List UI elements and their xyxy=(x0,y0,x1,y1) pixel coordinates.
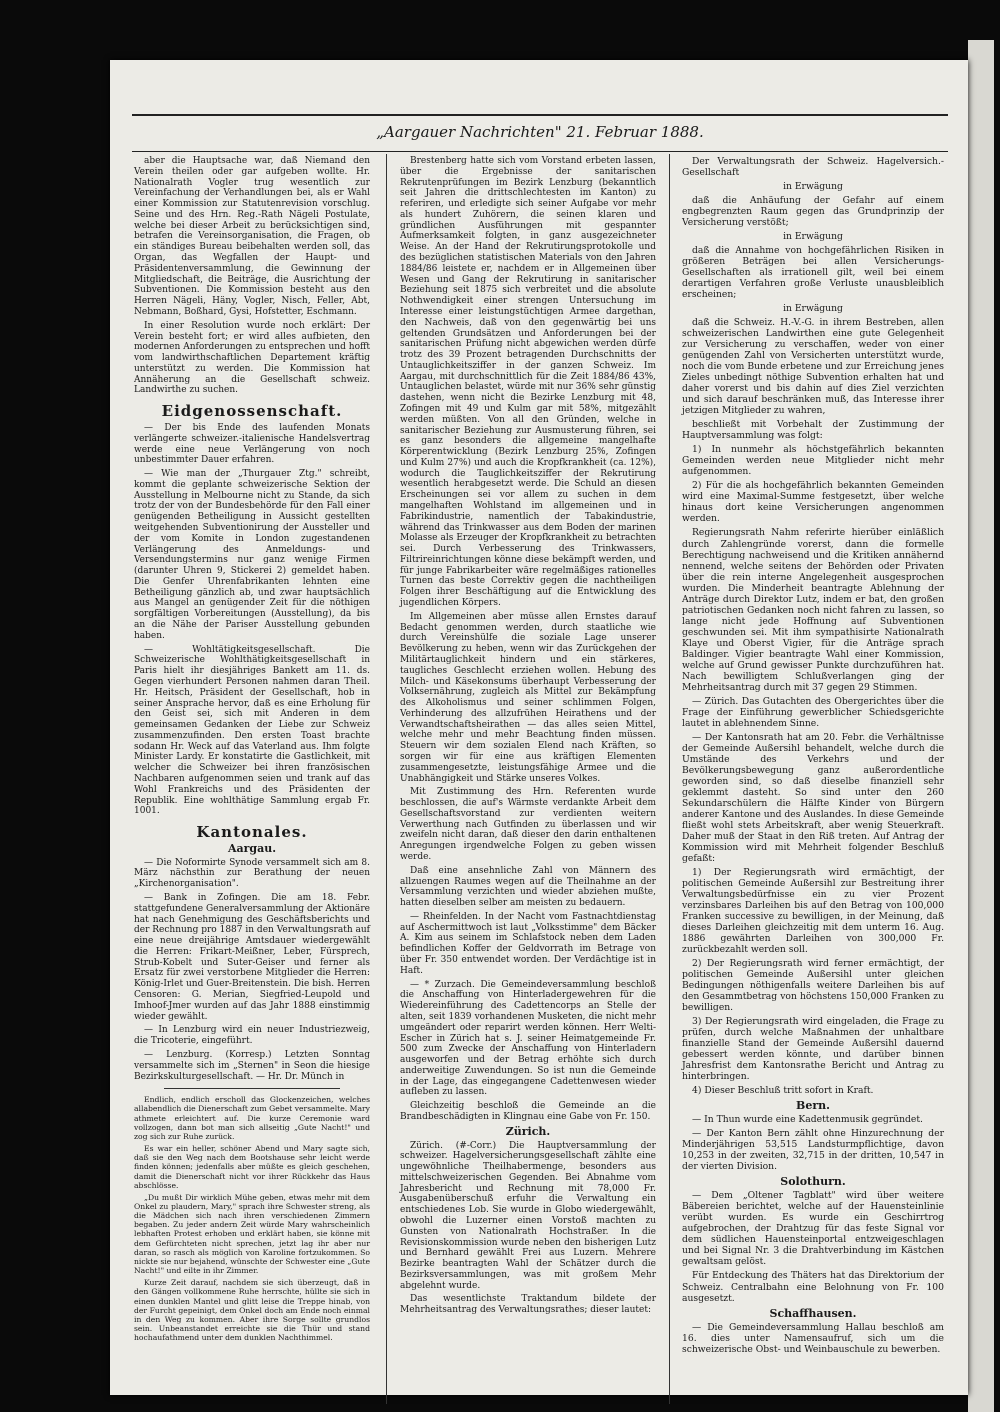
column-3 xyxy=(682,156,944,1358)
subheading-solothurn: Solothurn. xyxy=(780,1175,846,1189)
masthead-rule-top xyxy=(132,114,948,116)
subheading-zurich: Zürich. xyxy=(505,1124,551,1138)
feuilleton-paragraph: Kurze Zeit darauf, nachdem sie sich überzeugt, daß in den Gängen vollkommene Ruhe herrschte, hüllte sie sich in einen dunklen Mantel und glitt leise die Treppe hinab, von der Furcht gepeinigt, dem Onkel doch am Ende noch einmal in den Weg zu kommen. Aber ihre Sorge sollte grundlos sein. Unbeanstandet erreichte sie die Thür und stand hochaufathmend unter dem dunklen Nachthimmel. xyxy=(134,1278,370,1343)
column-2 xyxy=(400,156,656,1319)
masthead-title: „Aargauer Nachrichten" 21. Februar 1888. xyxy=(376,123,704,141)
paragraph: — Lenzburg. (Korresp.) Letzten Sonntag versammelte sich im „Sternen" in Seon die hiesige Bezirkskulturgesellschaft. — Hr. Dr. Münch in xyxy=(134,1049,370,1082)
paragraph: Das wesentlichste Traktandum bildete der Mehrheitsantrag des Verwaltungsrathes; dieser lautet: xyxy=(400,1294,656,1316)
paragraph: In einer Resolution wurde noch erklärt: Der Verein besteht fort; er wird alles aufbieten, den modernen Anforderungen zu entsprechen und hofft vom landwirthschaftlichen Departement kräftig unterstützt zu werden. Die Kommission hat Annäherung an die Gesellschaft schweiz. Landwirthe zu suchen. xyxy=(134,320,370,396)
paragraph: 4) Dieser Beschluß tritt sofort in Kraft. xyxy=(692,1085,874,1097)
paragraph: — In Thun wurde eine Kadettenmusik gegründet. xyxy=(692,1114,923,1126)
subheading-schaffhausen: Schaffhausen. xyxy=(769,1306,857,1320)
paragraph: Mit Zustimmung des Hrn. Referenten wurde beschlossen, die auf's Wärmste verdankte Arbeit dem Gesellschaftsvorstand zur verdienten weitern Verwerthung nach Gutfinden zu überlassen und wir zweifeln nicht daran, daß dieser den darin enthaltenen Anregungen irgendwelche Folgen zu geben wissen werde. xyxy=(400,787,656,862)
section-heading-kantonales: Kantonales. xyxy=(196,823,308,842)
paragraph: 2) Für die als hochgefährlich bekannten Gemeinden wird eine Maximal-Summe festgesetzt, über welche hinaus dort keine Versicherungen angenommen werden. xyxy=(682,480,944,525)
paragraph: in Erwägung xyxy=(783,303,843,315)
paragraph: Für Entdeckung des Thäters hat das Direktorium der Schweiz. Centralbahn eine Belohnung von Fr. 100 ausgesetzt. xyxy=(682,1270,944,1304)
paragraph: — Wohltätigkeitsgesellschaft. Die Schweizerische Wohlthätigkeitsgesellschaft in Paris hielt ihr diesjähriges Bankett am 11. ds. Gegen vierhundert Personen nahmen daran Theil. Hr. Heitsch, Präsident der Gesellschaft, hob in seiner Ansprache hervor, daß es eine Erholung für den Geist sei, sich mit Anderen in dem gemeinsamen Gedanken der Liebe zur Schweiz zusammenzufinden. Den ersten Toast brachte sodann Hr. Weck auf das Vaterland aus. Ihm folgte Minister Lardy. Er konstatirte die Gastlichkeit, mit welcher die Schweizer bei ihren französischen Nachbaren aufgenommen seien und trank auf das Wohl Frankreichs und des Präsidenten der Republik. Eine wohlthätige Sammlung ergab Fr. 1001. xyxy=(134,644,370,817)
paragraph: — * Zurzach. Die Gemeindeversammlung beschloß die Anschaffung von Hinterladergewehren für die Wiedereinführung des Cadettencorps an Stelle der alten, seit 1839 vorhandenen Musketen, die nicht mehr umgeändert oder reparirt werden können. Herr Welti-Escher in Zürich hat s. J. seiner Heimatgemeinde Fr. 500 zum Zwecke der Anschaffung von Hinterladern ausgeworfen und der Betrag erhöhte sich durch anderweitige Zuwendungen. So ist nun die Gemeinde in der Lage, das eingegangene Cadettenwesen wieder aufleben zu lassen. xyxy=(400,979,656,1098)
column-1 xyxy=(134,156,370,1345)
paragraph: — Der Kantonsrath hat am 20. Febr. die Verhältnisse der Gemeinde Außersihl behandelt, welche durch die Umstände des Verkehrs und der Bevölkerungsbewegung ganz außerordentliche geworden sind, so daß dieselbe finanziell sehr geklemmt dasteht. So sind unter den 260 Sekundarschülern die Hälfte Kinder von Bürgern anderer Kantone und des Auslandes. In diese Gemeinde fließt wohl stets Arbeitskraft, aber wenig Steuerkraft. Daher muß der Staat in den Riß treten. Auf Antrag der Kommission wird mit Mehrheit folgender Beschluß gefaßt: xyxy=(682,731,944,864)
paragraph: 3) Der Regierungsrath wird eingeladen, die Frage zu prüfen, durch welche Maßnahmen der unhaltbare finanzielle Stand der Gemeinde Außersihl dauernd gebessert werden könnte, und darüber binnen Jahresfrist dem Kantonsrathe Bericht und Antrag zu hinterbringen. xyxy=(682,1016,944,1083)
paragraph: — In Lenzburg wird ein neuer Industriezweig, die Tricoterie, eingeführt. xyxy=(134,1025,370,1047)
paragraph: 2) Der Regierungsrath wird ferner ermächtigt, der politischen Gemeinde Außersihl unter gleichen Bedingungen nöthigenfalls weitere Darleihen bis auf den Gesammtbetrag von höchstens 150,000 Franken zu bewilligen. xyxy=(682,958,944,1014)
paragraph: in Erwägung xyxy=(783,181,843,193)
paragraph: — Dem „Oltener Tagblatt" wird über weitere Bäbereien berichtet, welche auf der Hauensteinlinie verübt wurden. Es wurde ein Geschirrtrog aufgebrochen, der Drahtzug für das feste Signal vor dem südlichen Hauensteinportal entzweigeschlagen und bei Signal Nr. 3 die Drahtverbindung im Kästchen gewaltsam gelöst. xyxy=(682,1190,944,1268)
paragraph: — Zürich. Das Gutachten des Obergerichtes über die Frage der Einführung gewerblicher Schiedsgerichte lautet in ablehnendem Sinne. xyxy=(682,695,944,729)
feuilleton-paragraph: „Du mußt Dir wirklich Mühe geben, etwas mehr mit dem Onkel zu plaudern, Mary," sprach ihre Schwester streng, als die Mädchen sich nach ihren verschiedenen Zimmern begaben. Zu jeder andern Zeit würde Mary wahrscheinlich lebhaften Protest erhoben und erklärt haben, sie könne mit dem Gefürchteten nicht sprechen, jetzt lag ihr aber nur daran, so rasch als möglich von Karoline fortzukommen. So nickte sie nur bejahend, wünschte der Schwester eine „Gute Nacht!" und eilte in ihr Zimmer. xyxy=(134,1192,370,1276)
paragraph: daß die Schweiz. H.-V.-G. in ihrem Bestreben, allen schweizerischen Landwirthen eine gute Gelegenheit zur Versicherung zu verschaffen, weder von einer genügenden Zahl von Versicherten unterstützt wurde, noch die vom Bunde erbetene und zur Erreichung jenes Zieles unbedingt nöthige Subvention erhalten hat und daher vorerst und bis dahin auf dies Ziel verzichten und sich darauf beschränken muß, das Interesse ihrer jetzigen Mitglieder zu wahren, xyxy=(682,317,944,417)
column-divider-2 xyxy=(669,154,670,1404)
paragraph: in Erwägung xyxy=(783,231,843,243)
paragraph: — Bank in Zofingen. Die am 18. Febr. stattgefundene Generalversammlung der Aktionäre hat nach Genehmigung des Geschäftsberichts und der Rechnung pro 1887 in den Verwaltungsrath auf eine neue dreijährige Amtsdauer wiedergewählt die Herren: Frikart-Meißner, Leber, Fürsprech, Strub-Kobelt und Suter-Geiser und ferner als Ersatz für zwei verstorbene Mitglieder die Herren: König-Irlet und Guer-Breitenstein. Die bish. Herren Censoren: G. Merian, Siegfried-Leupold und Imhoof-Jmer wurden auf das Jahr 1888 einstimmig wieder gewählt. xyxy=(134,893,370,1022)
newspaper-page xyxy=(110,60,968,1395)
feuilleton-paragraph: Es war ein heller, schöner Abend und Mary sagte sich, daß sie den Weg nach dem Bootshause sehr leicht werde finden können; jedenfalls aber müßte es gleich geschehen, damit die Dienerschaft nicht vor ihrer Rückkehr das Haus abschlösse. xyxy=(134,1144,370,1190)
page-edge xyxy=(968,40,994,1412)
paragraph: daß die Anhäufung der Gefahr auf einem engbegrenzten Raum gegen das Grundprinzip der Versicherung verstößt; xyxy=(682,195,944,229)
paragraph: aber die Hauptsache war, daß Niemand den Verein theilen oder gar aufgeben wollte. Hr. Nationalrath Vogler trug wesentlich zur Vereinfachung der Verhandlungen bei, als er Wahl einer Kommission zur Statutenrevision vorschlug. Seine und des Hrn. Reg.-Rath Nägeli Postulate, welche bei dieser Arbeit zu berücksichtigen sind, betrafen die Vereinsorganisation, die Fragen, ob ein ständiges Bureau beibehalten werden soll, das Organ, das Wegfallen der Haupt- und Präsidentenversammlung, die Gewinnung der Mitgliedschaft, die Beiträge, die Ausrichtung der Subventionen. Die Kommission besteht aus den Herren Nägeli, Häny, Vogler, Nisch, Feller, Abt, Nebmann, Boßhard, Gysi, Hofstetter, Eschmann. xyxy=(134,156,370,317)
feuilleton-paragraph: Endlich, endlich erscholl das Glockenzeichen, welches allabendlich die Dienerschaft zum Gebet versammelte. Mary athmete erleichtert auf. Die kurze Ceremonie ward vollzogen, dann bot man sich allseitig „Gute Nacht!" und zog sich zur Ruhe zurück. xyxy=(134,1095,370,1141)
paragraph: Im Allgemeinen aber müsse allen Ernstes darauf Bedacht genommen werden, durch staatliche wie durch Vereinshülfe die soziale Lage unserer Bevölkerung zu heben, wenn wir das Zurückgehen der Militärtauglichkeit hindern und ein stärkeres, taugliches Geschlecht erziehen wollen. Hebung des Milch- und Käsekonsums überhaupt Verbesserung der Volksernährung, zugleich als Mittel zur Bekämpfung des Alkoholismus und seiner schlimmen Folgen, Verhinderung des allzufrühen Heirathens und der Verwandtschaftsheirathen — das alles seien Mittel, welche mehr und mehr Beachtung finden müssen. Steuern wir dem sozialen Elend nach Kräften, so sorgen wir für eine aus kräftigen Elementen zusammengesetzte, leistungsfähige Armee und die Unabhängigkeit und Stärke unseres Volkes. xyxy=(400,611,656,784)
feuilleton xyxy=(134,1095,370,1342)
paragraph: — Die Noformirte Synode versammelt sich am 8. März nächsthin zur Berathung der neuen „Kirchenorganisation". xyxy=(134,857,370,890)
paragraph: Regierungsrath Nahm referirte hierüber einläßlich durch Zahlengründe vorerst, dann die formelle Berechtigung nachweisend und die Kritiken annähernd nennend, welche seitens der Behörden oder Privaten über die rein interne Angelegenheit ausgesprochen wurden. Die Minderheit beantragte Ablehnung der Anträge durch Direktor Lutz, indem er bat, den großen patriotischen Gedanken noch nicht fahren zu lassen, so lange nicht jede Hoffnung auf Subventionen geschwunden sei. Mit ihm sympathisirte Nationalrath Klaye und Oberst Vigier, für die Anträge sprach Baldinger. Vigier beantragte Wahl einer Kommission, welche auf Grund gewisser Punkte durchzuführen hat. Nach bewilligtem Schlußverlangen ging der Mehrheitsantrag durch mit 37 gegen 29 Stimmen. xyxy=(682,527,944,693)
paragraph: Daß eine ansehnliche Zahl von Männern des allzuengen Raumes wegen auf die Theilnahme an der Versammlung verzichten und wieder abziehen mußte, hatten dieselben selber am meisten zu bedauern. xyxy=(400,865,656,909)
paragraph: 1) In nunmehr als höchstgefährlich bekannten Gemeinden werden neue Mitglieder nicht mehr aufgenommen. xyxy=(682,444,944,478)
paragraph: Brestenberg hatte sich vom Vorstand erbeten lassen, über die Ergebnisse der sanitarischen Rekrutenprüfungen im Bezirk Lenzburg (bekanntlich seit Jahren die drittschlechtesten im Kanton) zu referiren, und erledigte sich seiner Aufgabe vor mehr als hundert Zuhörern, die seinen klaren und gründlichen Ausführungen mit gespannter Aufmerksamkeit folgten, in ganz ausgezeichneter Weise. An der Hand der Rekrutirungsprotokolle und des bezüglichen statistischen Materials von den Jahren 1884/86 leistete er, nachdem er in Allgemeinen über Wesen und Gang der Rekrutirung in sanitarischer Beziehung seit 1875 sich verbreitet und die absolute Nothwendigkeit einer strengen Untersuchung im Interesse einer leistungstüchtigen Armee dargethan, den Nachweis, daß von den gegenwärtig bei uns geltenden Grundsätzen und Anforderungen bei der sanitarischen Prüfung nicht abgewichen werden dürfe trotz des 39 Prozent betragenden Durchschnitts der Untauglichkeitsziffer in der ganzen Schweiz. Im Aargau, mit durchschnittlich für die Zeit 1884/86 43%, Untauglichen belastet, würde mit nur 36% sehr günstig dastehen, wenn nicht die Bezirke Lenzburg mit 48, Zofingen mit 49 und Kulm gar mit 58%, mitgezählt werden müßten. Von all den Gründen, welche in sanitarischer Beziehung zur Ausmusterung führen, sei es ganz besonders die allgemeine mangelhafte Körperentwicklung (Bezirk Lenzburg 25%, Zofingen und Kulm 27%) und auch die Kropfkrankheit (ca. 12%), wodurch die Tauglichkeitsziffer der Rekrutirung wesentlich herabgesetzt werde. Die Schuld an diesen Erscheinungen sei vor allem zu suchen in dem mangelhaften Wohlstand im allgemeinen und in Fabrikindustrie, namentlich der Tabakindustrie, während das Trinkwasser aus dem Boden der marinen Molasse als Erzeuger der Kropfkrankheit zu betrachten sei. Durch Verbesserung des Trinkwassers, Filtrireinrichtungen könne diese bekämpft werden, und für junge Fabrikarbeiter wäre regelmäßiges rationelles Turnen das beste Correktiv gegen die nachtheiligen Folgen ihrer Beschäftigung auf die Entwicklung des jugendlichen Körpers. xyxy=(400,156,656,609)
subheading-aargau: Aargau. xyxy=(227,841,277,855)
paragraph: Der Verwaltungsrath der Schweiz. Hagelversich.-Gesellschaft xyxy=(682,156,944,179)
masthead xyxy=(132,118,948,146)
paragraph: Gleichzeitig beschloß die Gemeinde an die Brandbeschädigten in Klingnau eine Gabe von Fr. 150. xyxy=(400,1101,656,1122)
paragraph: — Rheinfelden. In der Nacht vom Fastnachtdienstag auf Aschermittwoch ist laut „Volksstimme" dem Bäcker A. Kim aus seinem im Schlafstock neben dem Laden befindlichen Koffer der Geldvorrath im Betrage von über Fr. 350 entwendet worden. Der Verdächtige ist in Haft. xyxy=(400,911,656,976)
feuilleton-divider xyxy=(164,1088,340,1089)
paragraph: daß die Annahme von hochgefährlichen Risiken in größeren Beträgen bei allen Versicherungs-Gesellschaften als irrationell gilt, weil bei einem derartigen Verfahren große Verluste unausbleiblich erscheinen; xyxy=(682,245,944,301)
paragraph: 1) Der Regierungsrath wird ermächtigt, der politischen Gemeinde Außersihl zur Bestreitung ihrer Verwaltungsbedürfnisse ein zu vier Prozent verzinsbares Darleihen bis auf den Betrag von 100,000 Franken successive zu bewilligen, in der Meinung, daß dieses Darleihen gleichzeitig mit dem unterm 16. Aug. 1886 gewährten Darleihen von 300,000 Fr. zurückbezahlt werden soll. xyxy=(682,866,944,956)
paragraph: — Wie man der „Thurgauer Ztg." schreibt, kommt die geplante schweizerische Sektion der Ausstellung in Melbourne nicht zu Stande, da sich trotz der von der Bundesbehörde für den Fall einer genügenden Betheiligung in Aussicht gestellten weitgehenden Subventionirung der Aussteller und der vom Komite in London zugestandenen Verlängerung des Anmeldungs- und Versendungstermins nur ganz wenige Firmen (darunter Uhren 9, Stickerei 2) gemeldet haben. Die Genfer Uhrenfabrikanten lehnten eine Betheiligung gänzlich ab, und zwar hauptsächlich aus Mangel an genügender Zeit für die nöthigen sorgfältigen Vorbereitungen (Ausstellung), da bis an die Nähe der Pariser Ausstellung gebunden haben. xyxy=(134,469,370,641)
paragraph: — Der Kanton Bern zählt ohne Hinzurechnung der Minderjährigen 53,515 Landsturmpflichtige, davon 10,253 in der zweiten, 32,715 in der dritten, 10,547 in der vierten Division. xyxy=(682,1128,944,1173)
subheading-bern: Bern. xyxy=(796,1099,830,1113)
paragraph: Zürich. (#-Corr.) Die Hauptversammlung der schweizer. Hagelversicherungsgesellschaft zählte eine ungewöhnliche Theilhabermenge, besonders aus mittelschweizerischen Gegenden. Bei Abnahme vom Jahresbericht und Rechnung mit 78,000 Fr. Ausgabenüberschuß erfuhr die Verwaltung ein entschiedenes Lob. Sie wurde in Globo wiedergewählt, obwohl die Luzerner einen Vorstoß machten zu Gunsten von Nationalrath Hochstraßer. In die Revisionskommission wurde neben den bisherigen Lutz und Bernhard gewählt Frei aus Luzern. Mehrere Bezirke beantragten Wahl der Schätzer durch die Bezirksversammlungen, was mit großem Mehr abgelehnt wurde. xyxy=(400,1140,656,1291)
paragraph: beschließt mit Vorbehalt der Zustimmung der Hauptversammlung was folgt: xyxy=(682,419,944,442)
section-heading-eidgenossenschaft: Eidgenossenschaft. xyxy=(161,402,343,421)
masthead-rule-bottom xyxy=(132,151,948,152)
column-divider-1 xyxy=(386,154,387,1404)
paragraph: — Die Gemeindeversammlung Hallau beschloß am 16. dies unter Namensaufruf, sich um die schweizerische Obst- und Weinbauschule zu bewerben. xyxy=(682,1321,944,1355)
paragraph: — Der bis Ende des laufenden Monats verlängerte schweizer.-italienische Handelsvertrag werde eine neue Verlängerung von noch unbestimmter Dauer erfahren. xyxy=(134,422,370,466)
